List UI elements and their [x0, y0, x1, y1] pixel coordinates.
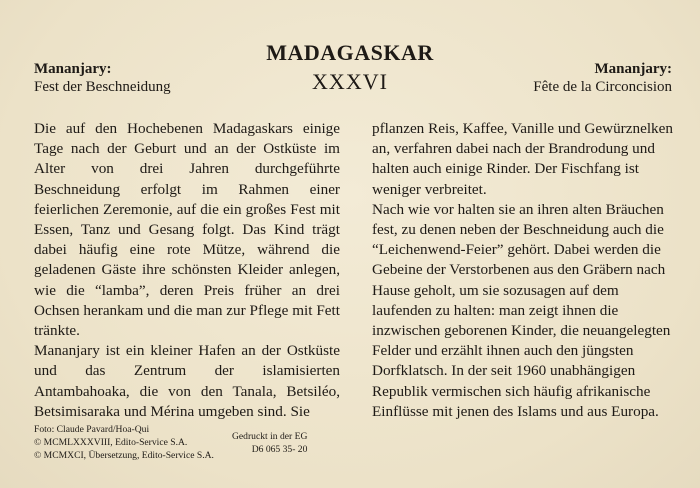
paragraph: Mananjary ist ein kleiner Hafen an der Ostküste und das Zentrum der islamisierten Antambahoaka, die von den Tanala, Betsiléo, Betsimisaraka und Mérina umgeben sind. Sie — [34, 342, 340, 420]
paragraph: pflanzen Reis, Kaffee, Vanille und Gewürznelken an, verfahren dabei nach der Brandrodung und halten auch einige Rinder. Der Fischfang ist weniger verbreitet. — [372, 120, 673, 198]
footer-credits — [34, 423, 214, 462]
header-right — [533, 60, 672, 97]
card-number: XXXVI — [312, 69, 388, 94]
right-subtitle: Fête de la Circoncision — [533, 79, 672, 95]
photo-credit: Foto: Claude Pavard/Hoa-Qui — [34, 424, 150, 435]
left-column — [34, 119, 340, 422]
right-column — [372, 119, 678, 422]
product-code: D6 065 35- 20 — [251, 444, 308, 455]
copyright-line: © MCMXCI, Übersetzung, Edito-Service S.A. — [34, 450, 214, 461]
paragraph: Nach wie vor halten sie an ihren alten Bräuchen fest, zu denen neben der Beschneidung auch die “Leichenwend-Feier” gehört. Dabei werden die Gebeine der Verstorbenen aus den Gräbern nach Hause geholt, um sie sozusagen auf dem laufenden zu halten: man zeigt ihnen die inzwischen geborenen Kinder, die neuangelegten Felder und erzählt ihnen auch den jüngsten Dorfklatsch. In der seit 1960 unabhängigen Republik vermischen sich häufig afrikanische Einflüsse mit jenen des Islams und aus Europa. — [372, 200, 671, 420]
printed-note: Gedruckt in der EG — [232, 431, 308, 442]
copyright-line: © MCMLXXXVIII, Edito-Service S.A. — [34, 437, 188, 448]
left-subtitle: Fest der Beschneidung — [34, 79, 171, 95]
footer-print-info — [232, 430, 307, 456]
left-place-name: Mananjary: — [34, 61, 112, 77]
country-title: MADAGASKAR — [266, 40, 434, 65]
right-place-name: Mananjary: — [594, 61, 672, 77]
paragraph: Die auf den Hochebenen Madagaskars einige Tage nach der Geburt und an der Ostküste im Alter von drei Jahren durchgeführte Beschneidung erfolgt im Rahmen einer feierlichen Zeremonie, auf die ein großes Fest mit Essen, Tanz und Gesang folgt. Das Kind trägt dabei häufig eine rote Mütze, während die geladenen Gäste ihre schönsten Kleider anlegen, wie die “lamba”, deren Preis früher an drei Ochsen herankam und die man zur Pflege mit Fett tränkte. — [34, 120, 340, 340]
